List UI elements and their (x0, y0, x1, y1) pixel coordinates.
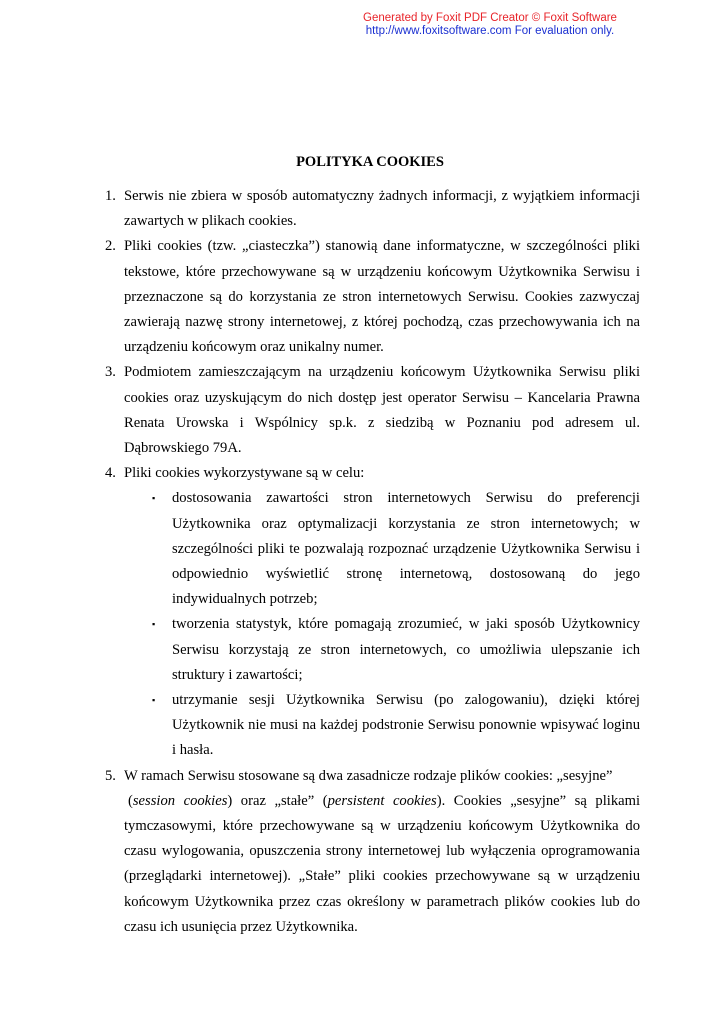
document-body (105, 184, 640, 940)
bullet-item (124, 486, 640, 612)
text-segment: ). Cookies „sesyjne” są plikami tymczasowymi, które przechowywane są w urządzeniu końcowym Użytkownika do czasu wylogowania, opuszczenia strony internetowej lub wyłączenia oprogramowania (przeglądarki internetowej). „Stałe” pliki cookies przechowywane są w urządzeniu końcowym Użytkownika przez czas określony w parametrach plików cookies lub do czasu ich usunięcia przez Użytkownika. (124, 792, 640, 935)
text-segment: ) oraz „stałe” ( (227, 792, 328, 809)
bullet-text: tworzenia statystyk, które pomagają zrozumieć, w jaki sposób Użytkownicy Serwisu korzystają ze stron internetowych, co umożliwia ulepszanie ich struktury i zawartości; (172, 616, 640, 683)
square-bullet-icon: ▪ (152, 619, 156, 630)
italic-term: persistent cookies (327, 792, 437, 809)
item-number: 2. (105, 238, 116, 255)
bullet-list (124, 486, 640, 763)
item-text: Pliki cookies (tzw. „ciasteczka”) stanowią dane informatyczne, w szczególności pliki tekstowe, które przechowywane są w urządzeniu końcowym Użytkownika Serwisu i przeznaczone są do korzystania ze stron internetowych Serwisu. Cookies zazwyczaj zawierają nazwę strony internetowej, z której pochodzą, czas przechowywania ich na urządzeniu końcowym oraz unikalny numer. (124, 238, 640, 356)
item-number: 1. (105, 188, 116, 204)
bullet-item (124, 688, 640, 764)
item-text: Serwis nie zbiera w sposób automatyczny żadnych informacji, z wyjątkiem informacji zawartych w plikach cookies. (124, 188, 640, 230)
item-number: 3. (105, 364, 116, 381)
list-item-5 (105, 764, 640, 940)
item-text: Pliki cookies wykorzystywane są w celu: (124, 465, 365, 482)
bullet-item (124, 612, 640, 688)
square-bullet-icon: ▪ (152, 695, 156, 706)
italic-term: session cookies (132, 792, 228, 809)
square-bullet-icon: ▪ (152, 493, 156, 504)
text-segment: ( (128, 792, 133, 809)
document-title: POLITYKA COOKIES (296, 154, 444, 170)
item-number: 4. (105, 465, 116, 482)
list-item-4 (105, 461, 640, 763)
bullet-text: utrzymanie sesji Użytkownika Serwisu (po zalogowaniu), dzięki której Użytkownik nie musi na każdej podstronie Serwisu ponownie wpisywać loginu i hasła. (172, 692, 640, 759)
watermark-line-1: Generated by Foxit PDF Creator © Foxit Software (363, 12, 617, 24)
list-item-3 (105, 360, 640, 461)
item-text (124, 764, 640, 940)
foxit-watermark (340, 12, 640, 38)
list-item-1 (105, 184, 640, 234)
text-segment: W ramach Serwisu stosowane są dwa zasadnicze rodzaje plików cookies: „sesyjne” (124, 767, 613, 784)
item-text: Podmiotem zamieszczającym na urządzeniu końcowym Użytkownika Serwisu pliki cookies oraz uzyskującym do nich dostęp jest operator Serwisu – Kancelaria Prawna Renata Urowska i Wspólnicy sp.k. z siedzibą w Poznaniu pod adresem ul. Dąbrowskiego 79A. (124, 364, 640, 457)
bullet-text: dostosowania zawartości stron internetowych Serwisu do preferencji Użytkownika oraz optymalizacji korzystania ze stron internetowych; w szczególności pliki te pozwalają rozpoznać urządzenie Użytkownika Serwisu i odpowiednio wyświetlić stronę internetową, dostosowaną do jego indywidualnych potrzeb; (172, 490, 640, 608)
watermark-line-2: http://www.foxitsoftware.com For evaluation only. (365, 25, 615, 37)
item-number: 5. (105, 767, 116, 784)
list-item-2 (105, 234, 640, 360)
